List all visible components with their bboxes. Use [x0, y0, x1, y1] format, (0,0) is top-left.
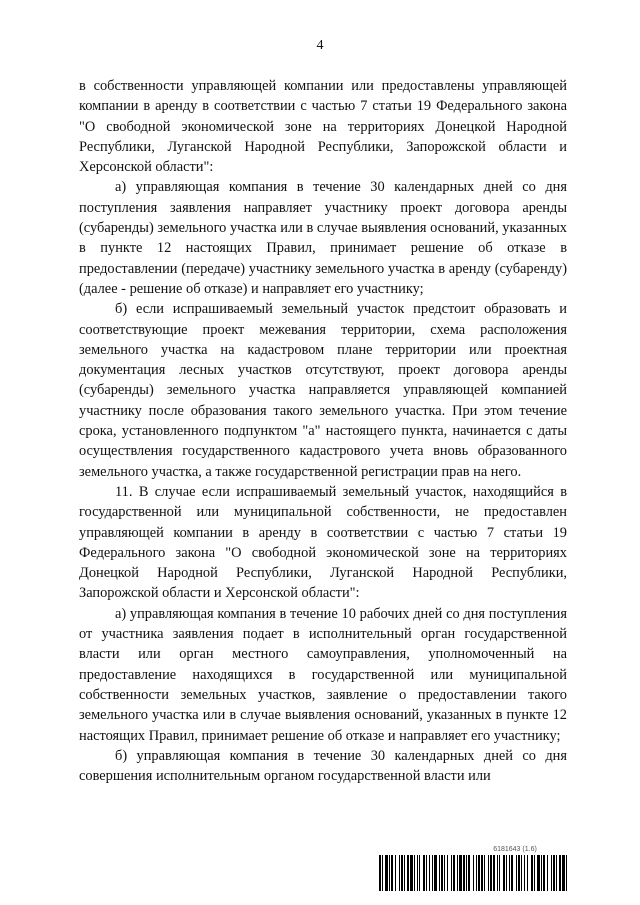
barcode-bar: [473, 855, 474, 891]
barcode-bar: [499, 855, 500, 891]
barcode-bar: [531, 855, 533, 891]
barcode-bar: [389, 855, 390, 891]
barcode-bar: [543, 855, 545, 891]
barcode-bar: [537, 855, 540, 891]
barcode-bar: [463, 855, 465, 891]
barcode-bar: [457, 855, 458, 891]
barcode-bar: [551, 855, 552, 891]
barcode-bar: [478, 855, 480, 891]
barcode-bar: [441, 855, 443, 891]
barcode-bar: [476, 855, 477, 891]
barcode-bar: [518, 855, 520, 891]
barcode-bar: [459, 855, 462, 891]
barcode-bar: [410, 855, 413, 891]
barcode-bar: [562, 855, 565, 891]
barcode-bar: [506, 855, 507, 891]
barcode-bar: [444, 855, 445, 891]
barcode-bar: [414, 855, 415, 891]
paragraph-subitem-b: б) если испрашиваемый земельный участок предстоит образовать и соответствующие проект межевания территории, схема расположения земельного участка на кадастровом плане территории или проектная документация лесных участков отсутствуют, проект договора аренды (субаренды) земельного участка направляется управляющей компанией участнику после образования такого земельного участка. При этом течение срока, установленного подпунктом "а" настоящего пункта, начинается с даты осуществления государственного кадастрового учета вновь образованного земельного участка, а также государственной регистрации прав на него.: [79, 301, 567, 480]
document-body: [79, 76, 567, 786]
barcode-bar: [423, 855, 425, 891]
barcode-bar: [468, 855, 470, 891]
barcode-bar: [527, 855, 528, 891]
barcode-bar: [490, 855, 492, 891]
barcode-bar: [395, 855, 396, 891]
barcode-bar: [556, 855, 557, 891]
barcode-bar: [432, 855, 433, 891]
barcode-bar: [453, 855, 455, 891]
paragraph-subitem-a: а) управляющая компания в течение 30 календарных дней со дня поступления заявления направляет участнику проект договора аренды (субаренды) земельного участка или в случае выявления оснований, указанных в пункте 12 настоящих Правил, принимает решение об отказе в предоставлении (передаче) участнику земельного участка в аренду (субаренду) (далее - решение об отказе) и направляет его участнику;: [79, 179, 567, 297]
barcode-bar: [481, 855, 483, 891]
paragraph-item-11-subitem-b: б) управляющая компания в течение 30 календарных дней со дня совершения исполнительным органом государственной власти или: [79, 747, 567, 785]
barcode-bar: [385, 855, 388, 891]
barcode-bar: [429, 855, 430, 891]
barcode-bar: [503, 855, 505, 891]
barcode-bar: [382, 855, 383, 891]
barcode-bar: [541, 855, 542, 891]
barcode-bar: [407, 855, 409, 891]
barcode-bar: [509, 855, 510, 891]
paragraph-continuation: в собственности управляющей компании или предоставлены управляющей компании в аренду в соответствии с частью 7 статьи 19 Федерального закона "О свободной экономической зоне на территориях Донецкой Народной Республики, Луганской Народной Республики, Запорожской области и Херсонской области":: [79, 78, 567, 176]
barcode-bar: [484, 855, 485, 891]
barcode-bar: [451, 855, 452, 891]
barcode-bar: [511, 855, 513, 891]
barcode-bar: [466, 855, 467, 891]
barcode-bar: [524, 855, 525, 891]
barcode-bar: [434, 855, 437, 891]
paragraph-item-11: 11. В случае если испрашиваемый земельный участок, находящийся в государственной или муниципальной собственности, не предоставлен управляющей компании в аренду в соответствии с частью 7 статьи 19 Федерального закона "О свободной экономической зоне на территориях Донецкой Народной Республики, Луганской Народной Республики, Запорожской области и Херсонской области":: [79, 483, 567, 602]
barcode-bar: [404, 855, 405, 891]
barcode-icon: [378, 855, 570, 891]
barcode-bar: [391, 855, 393, 891]
page-number: 4: [316, 38, 324, 53]
barcode-bar: [417, 855, 418, 891]
barcode-bar: [439, 855, 440, 891]
barcode-bar: [426, 855, 427, 891]
barcode-bar: [399, 855, 400, 891]
barcode-bar: [521, 855, 522, 891]
barcode-bar: [553, 855, 555, 891]
paragraph-item-11-subitem-a: а) управляющая компания в течение 10 рабочих дней со дня поступления от участника заявления подает в исполнительный орган государственной власти или орган местного самоуправления, уполномоченный на предоставление находящихся в государственной или муниципальной собственности земельных участков, заявление о предоставлении такого земельного участка или в случае выявления оснований, указанных в пункте 12 настоящих Правил, принимает решение об отказе и направляет его участнику;: [79, 605, 567, 744]
barcode-bar: [566, 855, 567, 891]
document-code: 6181643 (1.6): [493, 846, 537, 853]
barcode-bar: [534, 855, 535, 891]
barcode-bar: [447, 855, 448, 891]
barcode-bar: [547, 855, 548, 891]
barcode-bar: [488, 855, 489, 891]
barcode-bar: [559, 855, 561, 891]
barcode-bar: [419, 855, 420, 891]
barcode-bar: [493, 855, 495, 891]
barcode-bar: [516, 855, 517, 891]
barcode-bar: [379, 855, 381, 891]
barcode-bar: [497, 855, 498, 891]
barcode-bar: [401, 855, 403, 891]
